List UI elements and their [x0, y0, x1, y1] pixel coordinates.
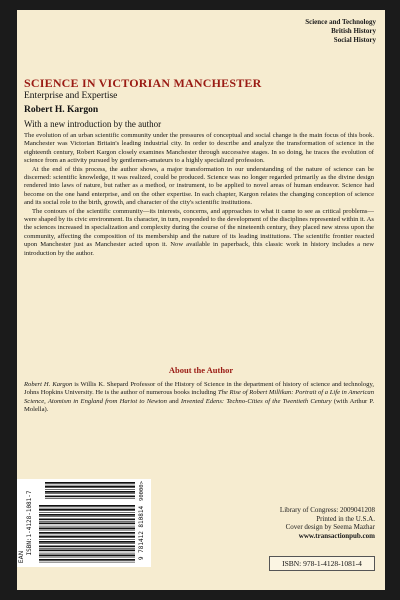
barcode-bar — [39, 512, 135, 513]
barcode-addon-digits: 90000> — [139, 481, 145, 501]
barcode-bar — [45, 491, 135, 493]
description-paragraph: The evolution of an urban scientific community under the pressures of conceptual and social change is the main focus of this book. Manchester was Victorian Britain's leading industrial city. In order to describe and analyze the transformation of science in the eighteenth century, Robert Kargon closely examines Manchester through successive stages. In so doing, he traces the evolution of science from an activity pursued by gentlemen-amateurs to a highly specialized profession. — [24, 132, 374, 165]
barcode-bar — [39, 539, 135, 540]
book-author: Robert H. Kargon — [24, 105, 99, 115]
barcode-digits: 9 781412 810814 — [138, 505, 145, 561]
category: Science and Technology — [305, 18, 376, 26]
barcode-bar — [39, 562, 135, 563]
description — [24, 132, 374, 258]
barcode-bar — [39, 543, 135, 544]
barcode-bar — [39, 541, 135, 543]
intro-note: With a new introduction by the author — [24, 119, 162, 129]
barcode-bar — [39, 521, 135, 522]
barcode-bar — [39, 553, 135, 554]
barcode-bar — [39, 536, 135, 538]
barcode-bar — [39, 519, 135, 521]
barcode-bar — [45, 486, 135, 488]
book-subtitle: Enterprise and Expertise — [24, 91, 118, 101]
barcode-bar — [39, 532, 135, 534]
barcode-bar — [39, 555, 135, 557]
barcode-bar — [39, 508, 135, 509]
barcode-bar — [39, 530, 135, 531]
barcode-bars — [39, 505, 135, 562]
about-text: (with Arthur P. Molella). — [24, 397, 374, 414]
barcode-graphic — [17, 479, 151, 567]
isbn-label: ISBN:1-4128-1081-7 — [26, 490, 33, 556]
barcode-bar — [39, 550, 135, 552]
barcode-bar — [39, 514, 135, 516]
about-book: The Rise of Robert Millikan: Portrait of a Life in American Science, Atomism in England from Hariot to Newton — [24, 389, 374, 405]
loc-number: Library of Congress: 2009041208 — [279, 506, 375, 514]
barcode-bar — [45, 498, 135, 499]
printed-in: Printed in the U.S.A. — [316, 514, 375, 523]
barcode-bar — [39, 548, 135, 549]
about-book: Invented Edens: Techno-Cities of the Twentieth Century — [180, 397, 332, 405]
barcode-bar — [39, 535, 135, 536]
barcode-bar — [39, 509, 135, 511]
about-text: is Willis K. Shepard Professor of the History of Science in the department of history of science and technology, Johns Hopkins University. He is the author of numerous books including — [24, 381, 374, 397]
barcode-bar — [45, 489, 135, 490]
category: British History — [331, 27, 376, 35]
about-heading: About the Author — [168, 365, 234, 375]
barcode-bar — [45, 493, 135, 494]
description-paragraph: The contours of the scientific community—its interests, concerns, and approaches to what it came to see as critical problems—were shaped by its civic environment. Its character, in turn, responded to the development of the disciplines represented within it. As the sciences increased in specialization and complexity during the course of the nineteenth century, they placed new stress upon the community, affecting the composition of its membership and the nature of its leading institutions. The scientific frontier reacted upon Manchester just as Manchester acted upon it. Now available in paperback, this classic work in history includes a new introduction by the author. — [24, 207, 374, 257]
barcode-bar — [39, 516, 135, 517]
barcode-bar — [45, 485, 135, 486]
isbn-box: ISBN: 978-1-4128-1081-4 — [269, 556, 375, 571]
about-text: and — [166, 397, 181, 405]
about-name: Robert H. Kargon — [24, 381, 73, 388]
description-paragraph: At the end of this process, the author shows, a major transformation in our understanding of the nature of science can be discerned: scientific knowledge, it was realized, could be produced. Science was no longer regarded primarily as the divine design rendered into laws of nature, but rather as a method, or instrument, to be applied to novel areas of human endeavor. Science had become on the one hand enterprise, and on the other expertise. In each chapter, Kargon relates the changing conception of science and its social role to the birth, growth, and character of the city's scientific institutions. — [24, 165, 374, 207]
barcode-bar — [39, 526, 135, 527]
barcode-addon-bars — [45, 482, 135, 499]
barcode — [17, 479, 151, 567]
publication-info — [280, 506, 375, 540]
barcode-bar — [39, 528, 135, 530]
barcode-bar — [39, 559, 135, 561]
barcode-bar — [39, 557, 135, 558]
ean-label: EAN — [18, 550, 25, 564]
about-author-text — [24, 381, 374, 415]
book-title: SCIENCE IN VICTORIAN MANCHESTER — [24, 76, 262, 90]
back-cover — [17, 10, 385, 590]
publisher-url: www.transactionpub.com — [298, 531, 375, 540]
category: Social History — [333, 36, 376, 44]
barcode-bar — [39, 523, 135, 525]
subject-categories — [305, 18, 376, 45]
cover-design: Cover design by Seema Mazhar — [285, 523, 375, 532]
barcode-bar — [39, 546, 135, 548]
barcode-bar — [45, 482, 135, 484]
barcode-bar — [45, 496, 135, 498]
barcode-bar — [39, 505, 135, 507]
